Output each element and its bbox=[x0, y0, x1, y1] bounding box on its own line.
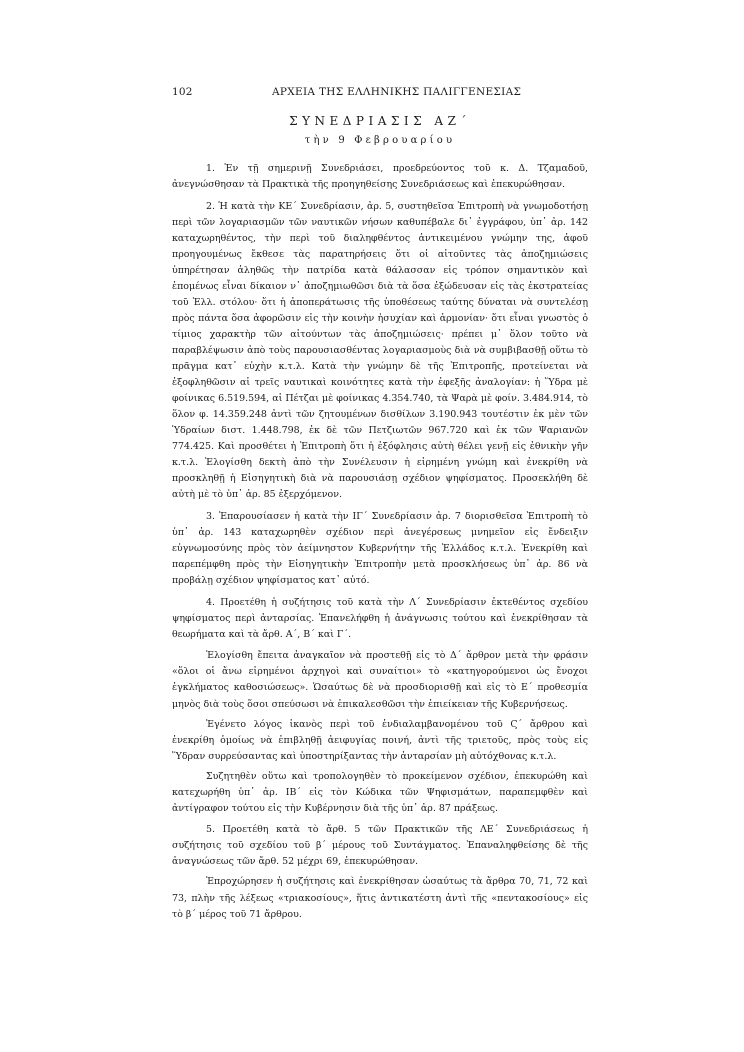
paragraph-4-article-6: Ἐγένετο λόγος ἱκανὸς περὶ τοῦ ἐνδιαλαμβανομένου τοῦ Ϛ΄ ἄρθρου καὶ ἐνεκρίθη ὁμοίως νὰ ἐπιβληθῇ ἀειφυγίας ποινή, ἀντὶ τῆς τριετοῦς, πρὸς τοὺς εἰς Ὕδραν συρρεύσαντας καὶ ὑποστηρίξαντας τὴν ἀνταρσίαν μὴ αὐτόχθονας κ.τ.λ. bbox=[172, 718, 588, 762]
paragraph-4: 4. Προετέθη ἡ συζήτησις τοῦ κατὰ τὴν Λ΄ Συνεδρίασιν ἐκτεθέντος σχεδίου ψηφίσματος περὶ ἀνταρσίας. Ἐπανελήφθη ἡ ἀνάγνωσις τούτου καὶ ἐνεκρίθησαν τὰ θεωρήματα καὶ τὰ ἄρθ. Α΄, Β΄ καὶ Γ΄. bbox=[172, 596, 588, 640]
paragraph-4-ratification: Συζητηθὲν οὕτω καὶ τροπολογηθὲν τὸ προκείμενον σχέδιον, ἐπεκυρώθη καὶ κατεχωρήθη ὑπ᾽ ἀρ. ΙΒ΄ εἰς τὸν Κώδικα τῶν Ψηφισμάτων, παραπεμφθὲν καὶ ἀντίγραφον τούτου εἰς τὴν Κυβέρνησιν διὰ τῆς ὑπ᾽ ἀρ. 87 πράξεως. bbox=[172, 770, 588, 814]
running-head: ΑΡΧΕΙΑ ΤΗΣ ΕΛΛΗΝΙΚΗΣ ΠΑΛΙΓΓΕΝΕΣΙΑΣ bbox=[272, 86, 522, 98]
paragraph-1: 1. Ἐν τῇ σημερινῇ Συνεδριάσει, προεδρεύοντος τοῦ κ. Δ. Τζαμαδοῦ, ἀνεγνώσθησαν τὰ Πρακτικὰ τῆς προηγηθείσης Συνεδριάσεως καὶ ἐπεκυρώθησαν. bbox=[172, 163, 588, 191]
paragraph-4-amendment: Ἐλογίσθη ἔπειτα ἀναγκαῖον νὰ προστεθῇ εἰς τὸ Δ΄ ἄρθρον μετὰ τὴν φράσιν «ὅλοι οἱ ἄνω εἰρημένοι ἀρχηγοὶ καὶ συναίτιοι» τὸ «κατηγορούμενοι ὡς ἔνοχοι ἐγκλήματος καθοσιώσεως». Ὡσαύτως δὲ νὰ προσδιορισθῇ καὶ εἰς τὸ Ε΄ προθεσμία μηνὸς διὰ τοὺς ὅσοι σπεύσωσι νὰ ἐπικαλεσθῶσι τὴν ἐπιείκειαν τῆς Κυβερνήσεως. bbox=[172, 650, 588, 710]
session-title: ΣΥΝΕΔΡΙΑΣΙΣ ΑΖ΄ bbox=[289, 114, 471, 128]
paragraph-3: 3. Ἐπαρουσίασεν ἡ κατὰ τὴν ΙΓ΄ Συνεδρίασιν ἀρ. 7 διορισθεῖσα Ἐπιτροπὴ τὸ ὑπ᾽ ἀρ. 143 καταχωρηθὲν σχέδιον περὶ ἀνεγέρσεως μνημεῖον εἰς ἔνδειξιν εὐγνωμοσύνης πρὸς τὸν ἀείμνηστον Κυβερνήτην τῆς Ἑλλάδος κ.τ.λ. Ἐνεκρίθη καὶ παρεπέμφθη πρὸς τὴν Εἰσηγητικὴν Ἐπιτροπὴν μετὰ προσκλήσεως ὑπ᾽ ἀρ. 86 νὰ προβάλῃ σχέδιον ψηφίσματος κατ᾽ αὐτό. bbox=[172, 510, 588, 587]
paragraph-2: 2. Ἡ κατὰ τὴν ΚΕ΄ Συνεδρίασιν, ἀρ. 5, συστηθεῖσα Ἐπιτροπὴ νὰ γνωμοδοτήσῃ περὶ τῶν λογαριασμῶν τῶν ναυτικῶν νήσων καθυπέβαλε δι᾽ ἐγγράφου, ὑπ᾽ ἀρ. 142 καταχωρηθέντος, τὴν περὶ τοῦ διαληφθέντος ἀντικειμένου γνώμην της, ἀφοῦ προηγουμένως ἔκθεσε τὰς παρατηρήσεις ὅτι οἱ αἰτοῦντες τὰς ἀποζημιώσεις ὑπηρέτησαν ἀληθῶς τὴν πατρίδα κατὰ θάλασσαν εἰς τρόπον σημαντικὸν καὶ ἑπομένως εἶναι δίκαιον ν᾽ ἀποζημιωθῶσι διὰ τὰ ὅσα ἐξώδευσαν εἰς τὰς ἐκστρατείας τοῦ Ἑλλ. στόλου· ὅτι ἡ ἀποπεράτωσις τῆς ὑποθέσεως ταύτης δύναται νὰ συντελέσῃ πρὸς πάντα ὅσα ἀφορῶσιν εἰς τὴν κοινὴν ἡσυχίαν καὶ ἁρμονίαν· ὅτι εἶναι γνωστὸς ὁ τίμιος χαρακτὴρ τῶν αἰτούντων τὰς ἀποζημιώσεις· πρέπει μ᾽ ὅλον τοῦτο νὰ παραβλέψωσιν ἀπὸ τοὺς παρουσιασθέντας λογαριασμοὺς διὰ νὰ συμβιβασθῇ οὕτω τὸ πρᾶγμα κατ᾽ εὐχὴν κ.τ.λ. Κατὰ τὴν γνώμην δὲ τῆς Ἐπιτροπῆς, προτείνεται νὰ ἐξοφληθῶσιν αἱ τρεῖς ναυτικαὶ κοινότητες κατὰ τὴν ἐφεξῆς ἀναλογίαν: ἡ Ὕδρα μὲ φοίνικας 6.519.594, αἱ Πέτζαι μὲ φοίνικας 4.354.740, τὰ Ψαρὰ μὲ φοίν. 3.484.914, τὸ ὅλον φ. 14.359.248 ἀντὶ τῶν ζητουμένων δισθίλων 3.190.943 τουτέστιν ἐκ μὲν τῶν Ὑδραίων διστ. 1.448.798, ἐκ δὲ τῶν Πετζιωτῶν 967.720 καὶ ἐκ τῶν Ψαριανῶν 774.425. Καὶ προσθέτει ἡ Ἐπιτροπὴ ὅτι ἡ ἐξόφλησις αὐτὴ θέλει γενῇ εἰς ἐθνικὴν γῆν κ.τ.λ. Ἐλογίσθη δεκτὴ ἀπὸ τὴν Συνέλευσιν ἡ εἰρημένη γνώμη καὶ ἐνεκρίθη νὰ προσκληθῇ ἡ Εἰσηγητικὴ διὰ νὰ παρουσιάσῃ σχέδιον ψηφίσματος. Προσεκλήθη δὲ αὐτὴ μὲ τὸ ὑπ᾽ ἀρ. 85 ἐξερχόμενον. bbox=[172, 200, 588, 501]
paragraph-5-continuation: Ἐπροχώρησεν ἡ συζήτησις καὶ ἐνεκρίθησαν ὡσαύτως τὰ ἄρθρα 70, 71, 72 καὶ 73, πλὴν τῆς λέξεως «τριακοσίους», ἥτις ἀντικατέστη ἀντὶ τῆς «πεντακοσίους» εἰς τὸ β΄ μέρος τοῦ 71 ἄρθρου. bbox=[172, 876, 588, 920]
session-date: τὴν 9 Φεβρουαρίου bbox=[304, 135, 456, 146]
paragraph-5: 5. Προετέθη κατὰ τὸ ἄρθ. 5 τῶν Πρακτικῶν τῆς ΛΕ΄ Συνεδριάσεως ἡ συζήτησις τοῦ σχεδίου τοῦ β΄ μέρους τοῦ Συντάγματος. Ἐπαναληφθείσης δὲ τῆς ἀναγνώσεως τῶν ἄρθ. 52 μέχρι 69, ἐπεκυρώθησαν. bbox=[172, 824, 588, 868]
page-number: 102 bbox=[172, 86, 193, 98]
document-body bbox=[172, 161, 588, 928]
